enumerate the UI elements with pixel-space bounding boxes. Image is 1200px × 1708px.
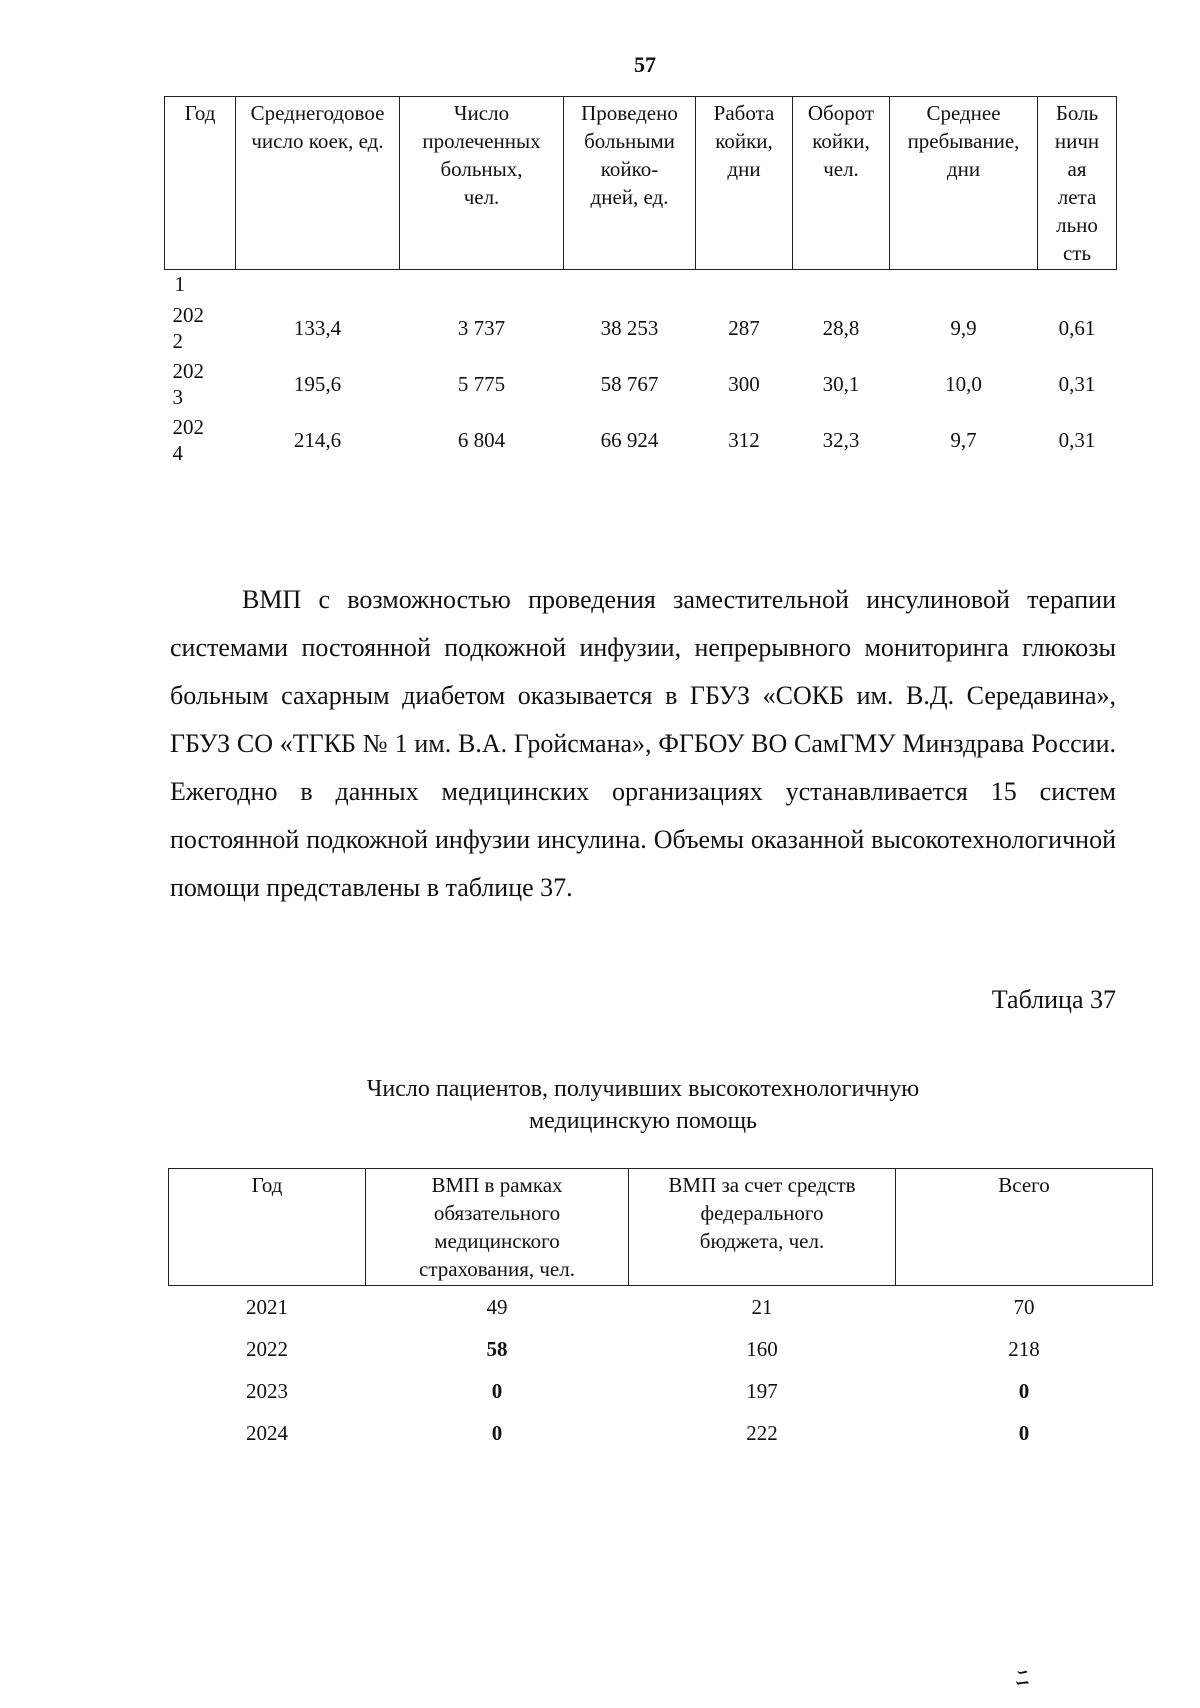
header-line: пролеченных xyxy=(422,129,541,153)
value-cell: 0 xyxy=(1018,1379,1030,1403)
header-line: Проведено xyxy=(581,101,678,125)
column-number-cell: 1 xyxy=(174,272,185,296)
bed-stats-header-cell xyxy=(236,97,400,270)
hightech-header-cell xyxy=(896,1169,1153,1286)
year-cell: 2021 xyxy=(246,1295,288,1319)
value-cell: 195,6 xyxy=(293,372,342,396)
table-title xyxy=(170,1073,1116,1137)
header-line: Год xyxy=(184,101,216,125)
value-cell: 0 xyxy=(491,1379,503,1403)
value-cell: 0 xyxy=(1018,1421,1030,1445)
value-cell: 58 xyxy=(486,1337,508,1361)
value-cell: 49 xyxy=(486,1295,508,1319)
empty-cell xyxy=(793,270,890,301)
header-line: больными xyxy=(584,129,675,153)
bed-stats-header-cell xyxy=(1038,97,1117,270)
page-number: 57 xyxy=(634,52,656,77)
header-line: дни xyxy=(946,157,981,181)
hightech-header-cell xyxy=(366,1169,629,1286)
year-cell: 2022 xyxy=(246,1337,288,1361)
header-line: Среднее xyxy=(926,101,1001,125)
header-line: койки, xyxy=(715,129,773,153)
year-part: 2 xyxy=(172,329,183,353)
header-line: обязательного xyxy=(433,1201,561,1225)
year-part: 4 xyxy=(172,441,183,465)
value-cell: 5 775 xyxy=(457,372,506,396)
bed-stats-table xyxy=(164,96,1117,468)
value-cell: 0,31 xyxy=(1058,428,1096,452)
value-cell: 58 767 xyxy=(600,372,659,396)
header-line: больных, xyxy=(440,157,523,181)
header-line: число коек, ед. xyxy=(251,129,384,153)
year-part: 202 xyxy=(172,359,204,383)
scan-mark: ﾆ xyxy=(1016,1664,1030,1693)
empty-cell xyxy=(400,270,564,301)
bed-stats-row xyxy=(165,412,1117,468)
table-caption: Таблица 37 xyxy=(991,985,1116,1014)
value-cell: 30,1 xyxy=(822,372,860,396)
empty-cell xyxy=(236,270,400,301)
header-line: ВМП за счет средств xyxy=(668,1173,856,1197)
value-cell: 0,61 xyxy=(1058,316,1096,340)
empty-cell xyxy=(890,270,1038,301)
header-line: Боль xyxy=(1055,101,1099,125)
empty-cell xyxy=(1038,270,1117,301)
header-line: Год xyxy=(251,1173,283,1197)
value-cell: 0,31 xyxy=(1058,372,1096,396)
value-cell: 9,7 xyxy=(950,428,977,452)
hightech-care-table xyxy=(168,1168,1153,1454)
header-line: чел. xyxy=(823,157,859,181)
year-part: 202 xyxy=(172,415,204,439)
header-line: Работа xyxy=(713,101,775,125)
value-cell: 66 924 xyxy=(600,428,659,452)
header-line: медицинского xyxy=(434,1229,560,1253)
header-line: ая xyxy=(1067,157,1087,181)
header-line: койки, xyxy=(812,129,870,153)
hightech-row xyxy=(169,1370,1153,1412)
bed-stats-header-cell xyxy=(890,97,1038,270)
header-line: Число xyxy=(453,101,510,125)
value-cell: 222 xyxy=(746,1421,778,1445)
header-line: страхования, чел. xyxy=(419,1257,575,1281)
year-part: 3 xyxy=(172,385,183,409)
bed-stats-header-cell xyxy=(696,97,793,270)
bed-stats-header-cell xyxy=(793,97,890,270)
header-line: бюджета, чел. xyxy=(699,1229,825,1253)
year-cell xyxy=(165,300,236,356)
header-line: льно xyxy=(1056,213,1098,237)
value-cell: 312 xyxy=(728,428,760,452)
year-cell: 2024 xyxy=(246,1421,288,1445)
value-cell: 3 737 xyxy=(457,316,506,340)
header-line: ничн xyxy=(1054,129,1100,153)
bed-stats-header-cell xyxy=(564,97,696,270)
hightech-row xyxy=(169,1328,1153,1370)
hightech-row xyxy=(169,1412,1153,1454)
body-paragraph: ВМП с возможностью проведения заместительной инсулиновой терапии системами постоянной подкожной инфузии, непрерывного мониторинга глюкозы больным сахарным диабетом оказывается в ГБУЗ «СОКБ им. В.Д. Середавина», ГБУЗ СО «ТГКБ № 1 им. В.А. Гройсмана», ФГБОУ ВО СамГМУ Минздрава России. Ежегодно в данных медицинских организациях устанавливается 15 систем постоянной подкожной инфузии инсулина. Объемы оказанной высокотехнологичной помощи представлены в таблице 37. xyxy=(170,585,1116,902)
value-cell: 214,6 xyxy=(293,428,342,452)
header-line: пребывание, xyxy=(907,129,1020,153)
value-cell: 287 xyxy=(728,316,760,340)
header-line: лета xyxy=(1057,185,1097,209)
bed-stats-row xyxy=(165,356,1117,412)
bed-stats-header-cell xyxy=(400,97,564,270)
year-cell xyxy=(165,412,236,468)
value-cell: 300 xyxy=(728,372,760,396)
value-cell: 21 xyxy=(751,1295,773,1319)
table-title-line-2: медицинскую помощь xyxy=(528,1108,757,1134)
value-cell: 70 xyxy=(1013,1295,1035,1319)
header-line: сть xyxy=(1062,241,1092,265)
value-cell: 38 253 xyxy=(600,316,659,340)
header-line: Всего xyxy=(998,1173,1050,1197)
header-line: ВМП в рамках xyxy=(431,1173,563,1197)
value-cell: 218 xyxy=(1008,1337,1040,1361)
header-line: Оборот xyxy=(807,101,875,125)
hightech-row xyxy=(169,1286,1153,1329)
value-cell: 133,4 xyxy=(293,316,342,340)
header-line: дни xyxy=(727,157,761,181)
header-line: федерального xyxy=(700,1201,824,1225)
value-cell: 9,9 xyxy=(950,316,977,340)
value-cell: 10,0 xyxy=(945,372,982,396)
header-line: койко- xyxy=(600,157,659,181)
bed-stats-header-row xyxy=(165,97,1117,270)
empty-cell xyxy=(564,270,696,301)
value-cell: 6 804 xyxy=(457,428,506,452)
value-cell: 28,8 xyxy=(822,316,860,340)
value-cell: 160 xyxy=(746,1337,778,1361)
hightech-care-header-row xyxy=(169,1169,1153,1286)
hightech-header-cell xyxy=(629,1169,896,1286)
year-cell: 2023 xyxy=(246,1379,288,1403)
value-cell: 197 xyxy=(746,1379,778,1403)
bed-stats-header-cell xyxy=(165,97,236,270)
value-cell: 0 xyxy=(491,1421,503,1445)
header-line: дней, ед. xyxy=(590,185,669,209)
header-line: Среднегодовое xyxy=(250,101,385,125)
hightech-header-cell xyxy=(169,1169,366,1286)
bed-stats-number-row xyxy=(165,270,1117,301)
value-cell: 32,3 xyxy=(822,428,860,452)
table-title-line-1: Число пациентов, получивших высокотехнологичную xyxy=(366,1076,920,1102)
header-line: чел. xyxy=(463,185,500,209)
year-part: 202 xyxy=(172,303,204,327)
empty-cell xyxy=(696,270,793,301)
bed-stats-row xyxy=(165,300,1117,356)
year-cell xyxy=(165,356,236,412)
